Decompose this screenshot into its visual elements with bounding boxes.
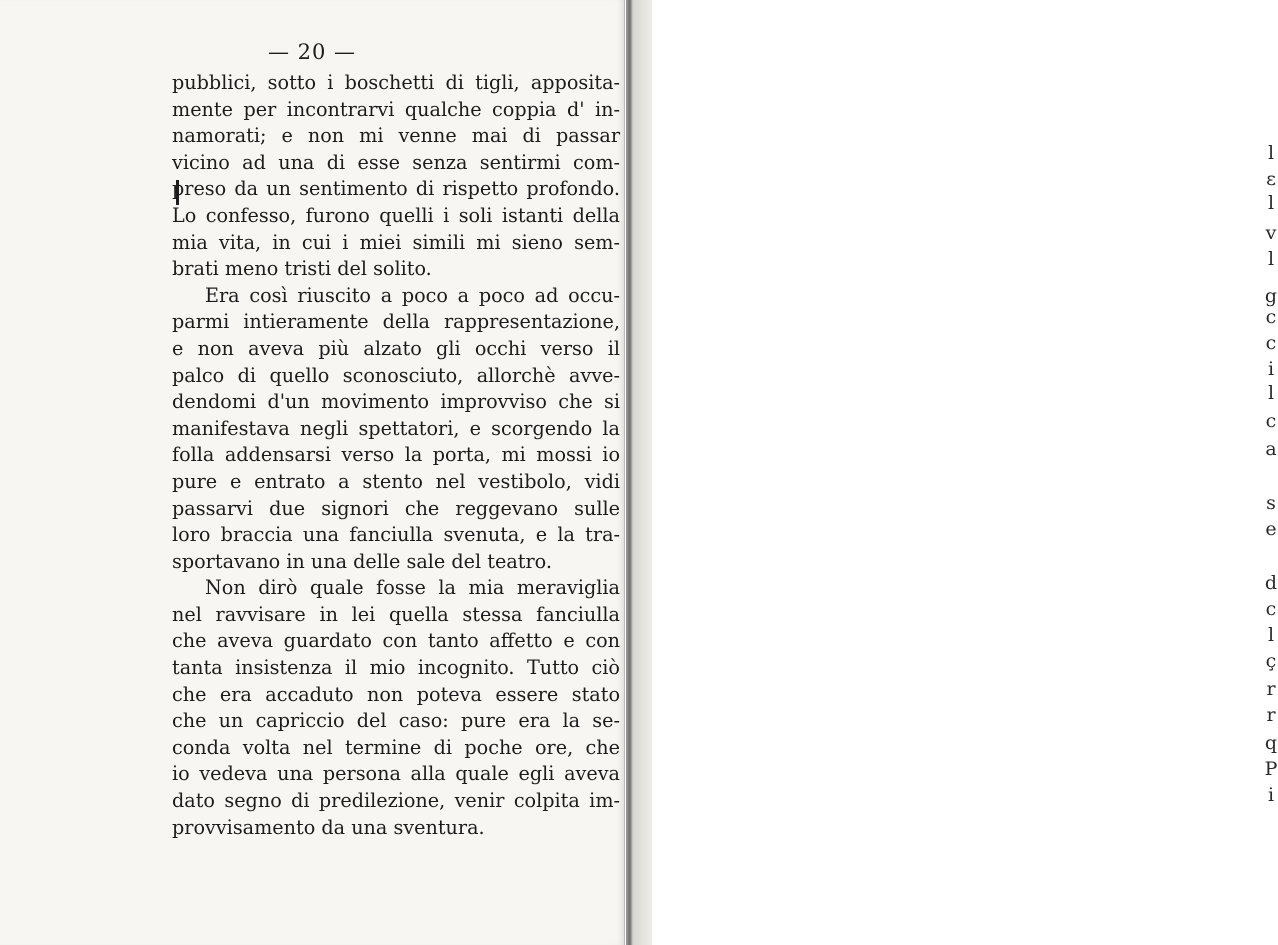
- edge-letter: r: [1266, 704, 1276, 726]
- edge-letter: P: [1264, 758, 1278, 780]
- edge-letter: e: [1265, 518, 1277, 540]
- text-line: passarvi due signori che reggevano sulle: [172, 496, 620, 520]
- text-line: dato segno di predilezione, venir colpita im-: [172, 789, 620, 813]
- adjacent-page-edge: [626, 0, 1278, 945]
- edge-letter: i: [1267, 358, 1275, 380]
- body-text: [172, 70, 620, 841]
- text-line: nel ravvisare in lei quella stessa fanciulla: [172, 602, 620, 626]
- text-line: conda volta nel termine di poche ore, che: [172, 735, 620, 759]
- text-line: palco di quello sconosciuto, allorchè avve-: [172, 363, 620, 387]
- text-line: e non aveva più alzato gli occhi verso il: [172, 336, 620, 360]
- text-line: io vedeva una persona alla quale egli aveva: [172, 762, 620, 786]
- edge-letter: a: [1265, 438, 1277, 460]
- text-line: pure e entrato a stento nel vestibolo, vidi: [172, 469, 620, 493]
- text-line: folla addensarsi verso la porta, mi mossi io: [172, 443, 620, 467]
- edge-letter: ç: [1265, 650, 1277, 672]
- text-line: namorati; e non mi venne mai di passar: [172, 124, 620, 148]
- text-line: Era così riuscito a poco a poco ad occu-: [205, 283, 620, 307]
- text-line: dendomi d'un movimento improvviso che si: [172, 390, 620, 414]
- text-line: sportavano in una delle sale del teatro.: [172, 549, 552, 573]
- text-line: mia vita, in cui i miei simili mi sieno sem-: [172, 230, 620, 254]
- edge-letter: d: [1264, 572, 1278, 594]
- edge-letter: i: [1267, 784, 1275, 806]
- paragraph-1: [172, 70, 620, 283]
- edge-letter: c: [1265, 306, 1277, 328]
- book-page: [0, 0, 625, 945]
- edge-letter: g: [1264, 285, 1278, 307]
- text-line: tanta insistenza il mio incognito. Tutto ciò: [172, 656, 620, 680]
- paragraph-3: [172, 575, 620, 841]
- text-line: parmi intieramente della rappresentazione,: [172, 310, 620, 334]
- page-number: — 20 —: [267, 40, 357, 64]
- text-line: brati meno tristi del solito.: [172, 257, 432, 281]
- text-line: Non dirò quale fosse la mia meraviglia: [205, 576, 620, 600]
- edge-letter: c: [1265, 598, 1277, 620]
- edge-letter: c: [1265, 332, 1277, 354]
- text-line: che era accaduto non poteva essere stato: [172, 682, 620, 706]
- edge-letter: v: [1265, 222, 1277, 244]
- edge-letter: l: [1267, 624, 1275, 646]
- text-line: loro braccia una fanciulla svenuta, e la tra-: [172, 523, 620, 547]
- text-line: vicino ad una di esse senza sentirmi com-: [172, 150, 620, 174]
- edge-letter: l: [1267, 142, 1275, 164]
- text-line: mente per incontrarvi qualche coppia d' in-: [172, 97, 620, 121]
- edge-letter: q: [1264, 732, 1278, 754]
- text-line: provvisamento da una sventura.: [172, 815, 485, 839]
- text-line: preso da un sentimento di rispetto profondo.: [172, 177, 620, 201]
- text-line: che un capriccio del caso: pure era la se-: [172, 709, 620, 733]
- edge-letter: l: [1267, 248, 1275, 270]
- edge-letter: l: [1267, 192, 1275, 214]
- text-line: manifestava negli spettatori, e scorgendo la: [172, 416, 620, 440]
- text-line: che aveva guardato con tanto affetto e con: [172, 629, 620, 653]
- paragraph-2: [172, 283, 620, 576]
- edge-letter: ɛ: [1266, 168, 1276, 190]
- edge-letter: s: [1266, 492, 1276, 514]
- edge-letter: r: [1266, 678, 1276, 700]
- edge-letter: l: [1267, 382, 1275, 404]
- text-line: Lo confesso, furono quelli i soli istanti della: [172, 203, 620, 227]
- edge-letter: c: [1265, 410, 1277, 432]
- text-line: pubblici, sotto i boschetti di tigli, apposita-: [172, 71, 620, 94]
